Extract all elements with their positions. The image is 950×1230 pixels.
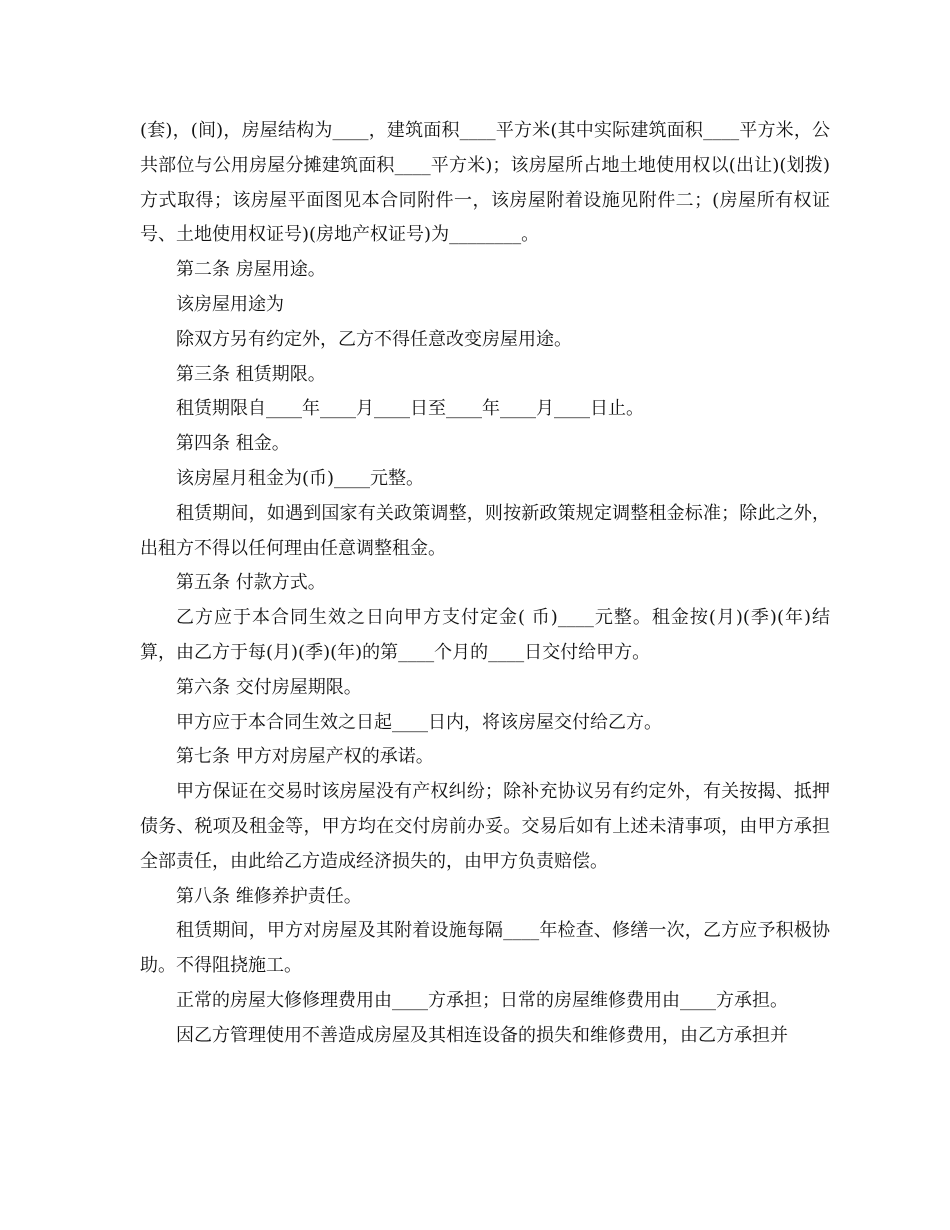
paragraph-lease-term: 租赁期限自____年____月____日至____年____月____日止。	[176, 398, 644, 420]
document-body	[140, 114, 830, 1054]
paragraph-tenant-damage: 因乙方管理使用不善造成房屋及其相连设备的损失和维修费用，由乙方承担并	[176, 1024, 788, 1046]
paragraph-house-description: (套)，(间)，房屋结构为____，建筑面积____平方米(其中实际建筑面积____平方米，公共部位与公用房屋分摊建筑面积____平方米)；该房屋所占地土地使用权以(出让)(划拨)方式取得；该房屋平面图见本合同附件一，该房屋附着设施见附件二；(房屋所有权证号、土地使用权证号)(房地产权证号)为________。	[140, 120, 830, 246]
paragraph-rent-adjustment: 租赁期间，如遇到国家有关政策调整，则按新政策规定调整租金标准；除此之外，出租方不得以任何理由任意调整租金。	[140, 502, 830, 559]
paragraph-property-warranty: 甲方保证在交易时该房屋没有产权纠纷；除补充协议另有约定外，有关按揭、抵押债务、税项及租金等，甲方均在交付房前办妥。交易后如有上述未清事项，由甲方承担全部责任，由此给乙方造成经济损失的，由甲方负责赔偿。	[140, 781, 830, 872]
paragraph-inspection-repair: 租赁期间，甲方对房屋及其附着设施每隔____年检查、修缮一次，乙方应予积极协助。不得阻挠施工。	[140, 920, 830, 977]
clause-heading-article-3: 第三条 租赁期限。	[176, 363, 326, 385]
clause-heading-article-6: 第六条 交付房屋期限。	[176, 676, 362, 698]
paragraph-payment-method: 乙方应于本合同生效之日向甲方支付定金( 币)____元整。租金按(月)(季)(年)结算，由乙方于每(月)(季)(年)的第____个月的____日交付给甲方。	[140, 607, 830, 663]
clause-heading-article-5: 第五条 付款方式。	[176, 572, 326, 594]
clause-heading-article-2: 第二条 房屋用途。	[176, 259, 326, 281]
paragraph-monthly-rent: 该房屋月租金为(币)____元整。	[176, 467, 425, 489]
clause-heading-article-4: 第四条 租金。	[176, 433, 290, 455]
paragraph-usage-restriction: 除双方另有约定外，乙方不得任意改变房屋用途。	[176, 328, 572, 350]
clause-heading-article-7: 第七条 甲方对房屋产权的承诺。	[176, 746, 434, 768]
paragraph-house-usage: 该房屋用途为	[176, 293, 284, 315]
paragraph-delivery-deadline: 甲方应于本合同生效之日起____日内，将该房屋交付给乙方。	[176, 711, 662, 733]
paragraph-repair-costs: 正常的房屋大修修理费用由____方承担；日常的房屋维修费用由____方承担。	[176, 989, 788, 1011]
clause-heading-article-8: 第八条 维修养护责任。	[176, 885, 362, 907]
